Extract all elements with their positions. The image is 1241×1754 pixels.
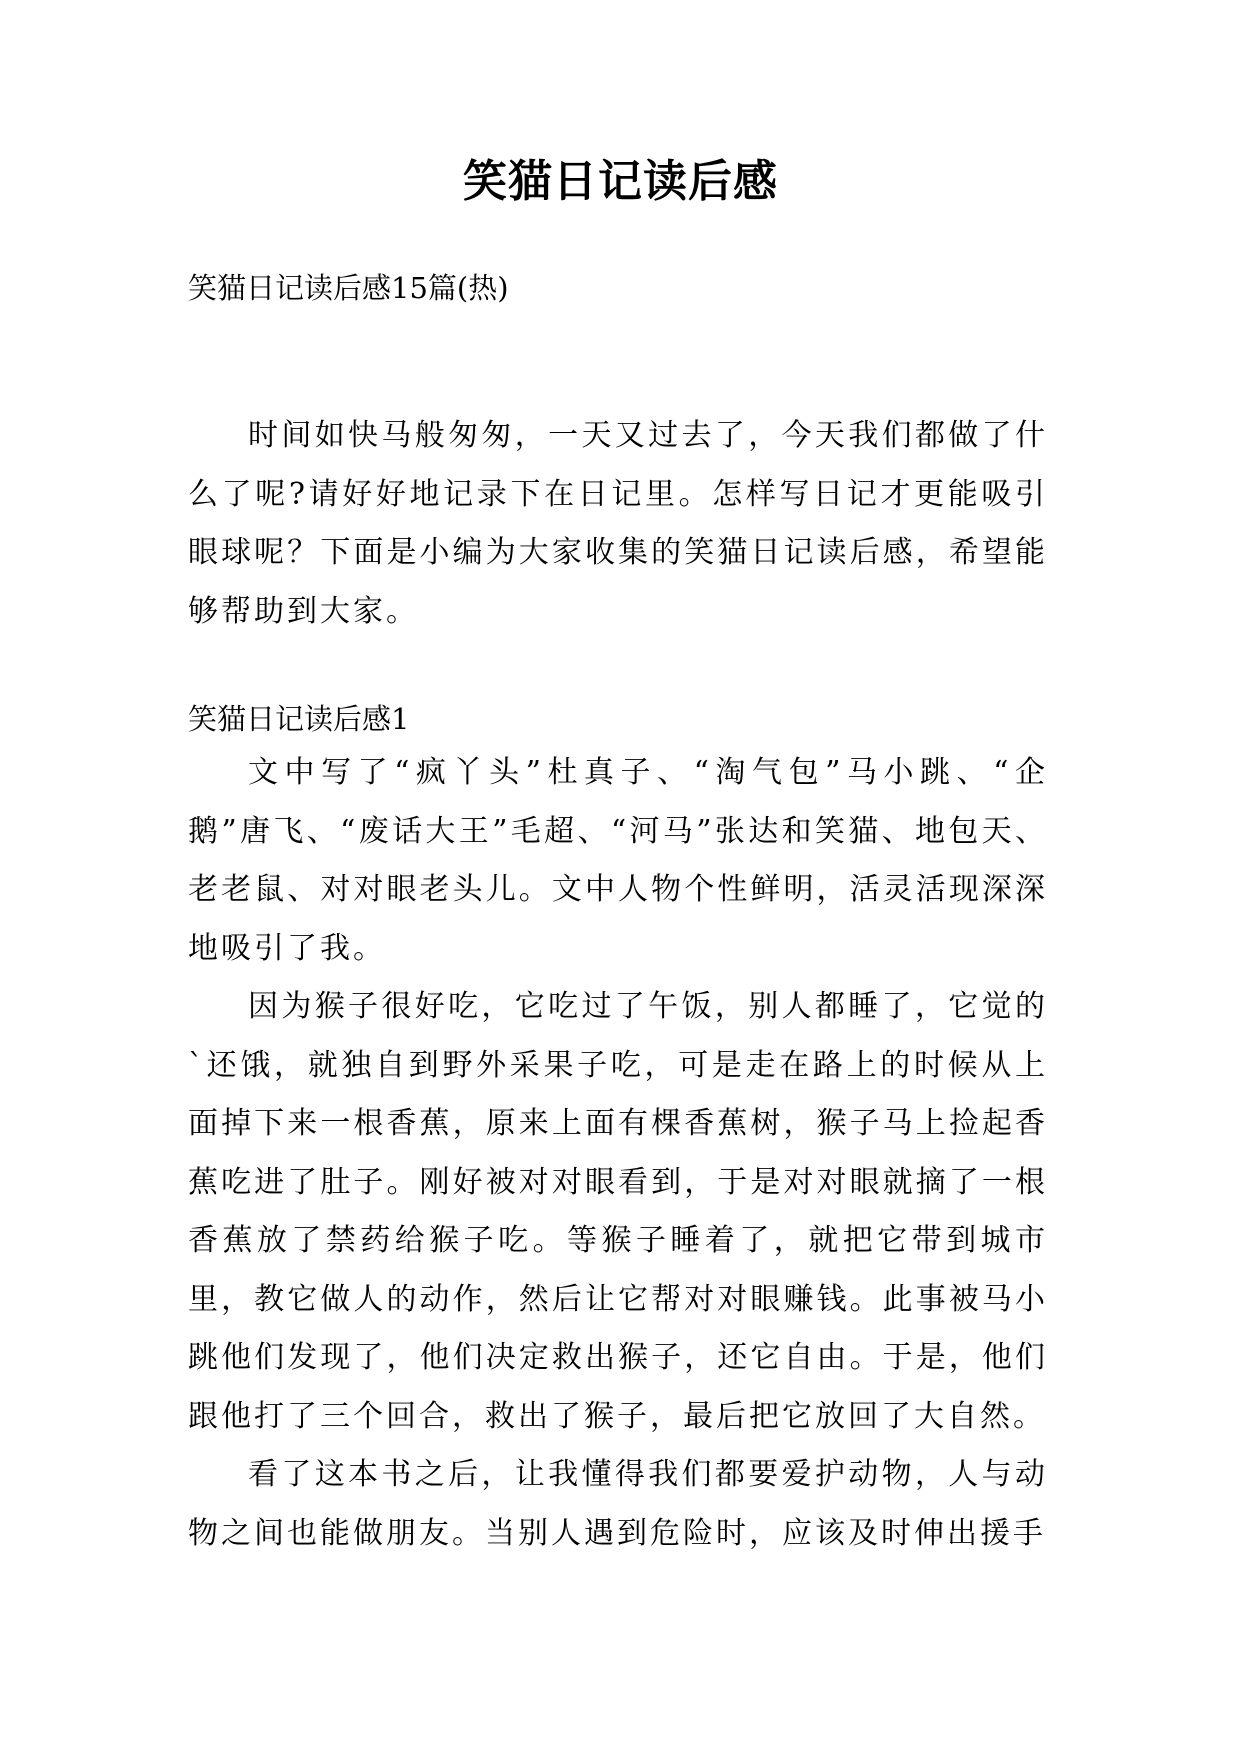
document-title: 笑猫日记读后感 [463, 156, 778, 207]
document-subtitle: 笑猫日记读后感15篇(热) [188, 271, 509, 305]
intro-paragraph: 时间如快马般匆匆，一天又过去了，今天我们都做了什么了呢?请好好地记录下在日记里。怎样写日记才更能吸引眼球呢？下面是小编为大家收集的笑猫日记读后感，希望能够帮助到大家。 [188, 418, 1048, 629]
body-paragraph: 文中写了“疯丫头”杜真子、“淘气包”马小跳、“企鹅”唐飞、“废话大王”毛超、“河马”张达和笑猫、地包天、老老鼠、对对眼老头儿。文中人物个性鲜明，活灵活现深深地吸引了我。 [188, 755, 1048, 966]
body-paragraph: 因为猴子很好吃，它吃过了午饭，别人都睡了，它觉的`还饿，就独自到野外采果子吃，可是走在路上的时候从上面掉下来一根香蕉，原来上面有棵香蕉树，猴子马上捡起香蕉吃进了肚子。刚好被对对眼看到，于是对对眼就摘了一根香蕉放了禁药给猴子吃。等猴子睡着了，就把它带到城市里，教它做人的动作，然后让它帮对对眼赚钱。此事被马小跳他们发现了，他们决定救出猴子，还它自由。于是，他们跟他打了三个回合，救出了猴子，最后把它放回了大自然。 [188, 989, 1048, 1434]
body-paragraph: 看了这本书之后，让我懂得我们都要爱护动物，人与动物之间也能做朋友。当别人遇到危险时，应该及时伸出援手 [188, 1457, 1048, 1551]
section-heading: 笑猫日记读后感1 [188, 702, 410, 736]
article-body [188, 744, 1048, 1563]
intro-block [188, 407, 1048, 641]
